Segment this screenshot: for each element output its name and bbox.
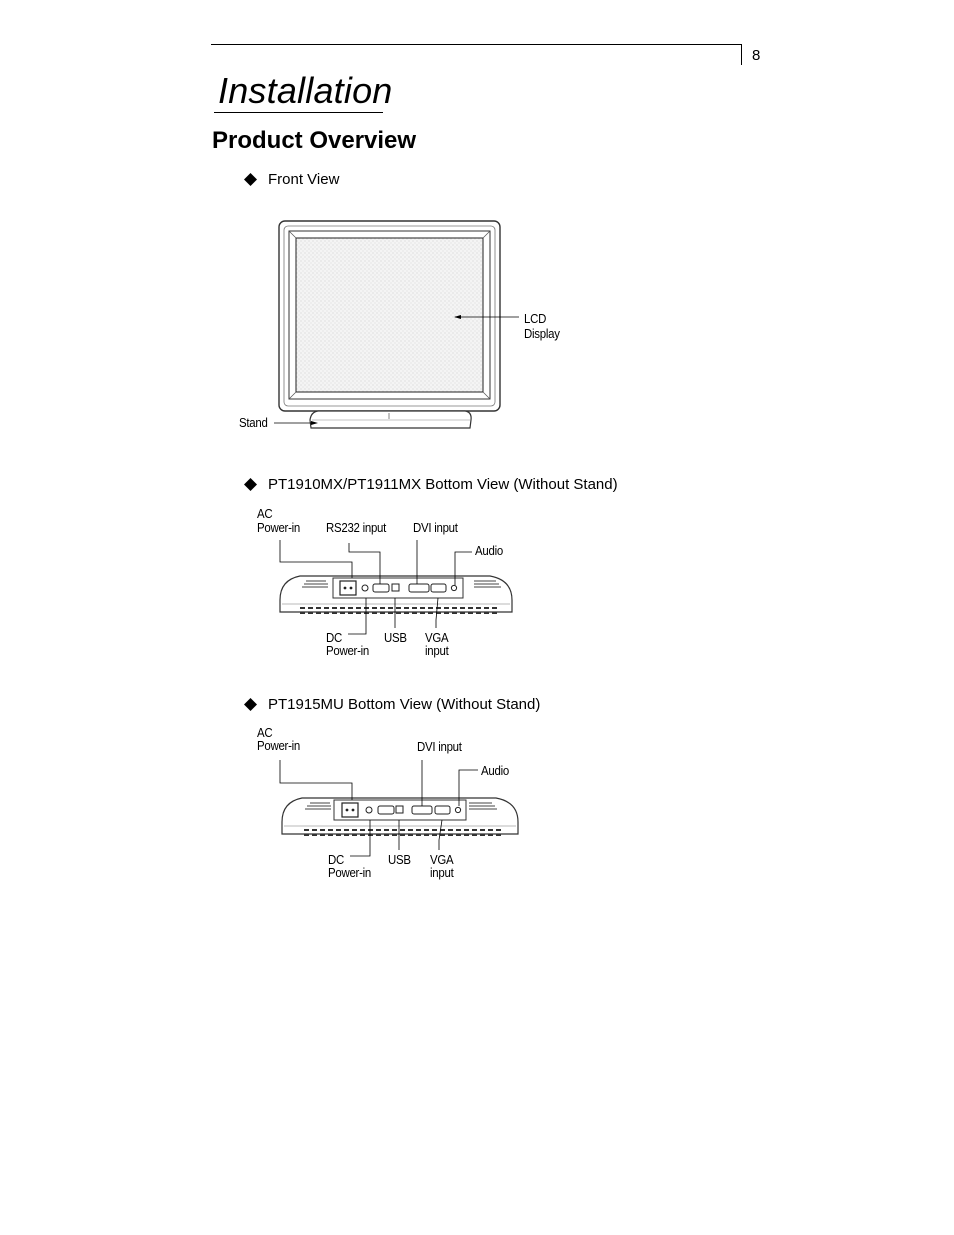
audio-label: Audio xyxy=(481,763,509,778)
dc-label: DC xyxy=(328,852,345,867)
display-label: Display xyxy=(524,326,560,341)
usb-label: USB xyxy=(388,852,411,867)
ac-power-in-label: Power-in xyxy=(257,738,301,753)
vga-label: VGA xyxy=(425,630,449,645)
audio-label: Audio xyxy=(475,543,503,558)
section-title: Product Overview xyxy=(212,127,417,154)
stand-label: Stand xyxy=(239,415,268,430)
vga-input-label: input xyxy=(425,643,449,658)
dc-power-in-label: Power-in xyxy=(326,643,370,658)
dvi-input-label: DVI input xyxy=(417,739,462,754)
dc-power-in-label: Power-in xyxy=(328,865,372,880)
bullet-label: PT1915MU Bottom View (Without Stand) xyxy=(268,696,541,713)
ac-label: AC xyxy=(257,725,273,740)
bullet-label: PT1910MX/PT1911MX Bottom View (Without Stand) xyxy=(268,476,618,493)
usb-label: USB xyxy=(384,630,407,645)
bullet-label: Front View xyxy=(268,171,340,188)
dc-label: DC xyxy=(326,630,343,645)
dvi-input-label: DVI input xyxy=(413,520,458,535)
ac-label: AC xyxy=(257,506,273,521)
chapter-title: Installation xyxy=(218,70,393,111)
ac-power-in-label: Power-in xyxy=(257,520,301,535)
page-number: 8 xyxy=(752,47,761,64)
vga-input-label: input xyxy=(430,865,454,880)
rs232-input-label: RS232 input xyxy=(326,520,387,535)
vga-label: VGA xyxy=(430,852,454,867)
lcd-label: LCD xyxy=(524,311,547,326)
